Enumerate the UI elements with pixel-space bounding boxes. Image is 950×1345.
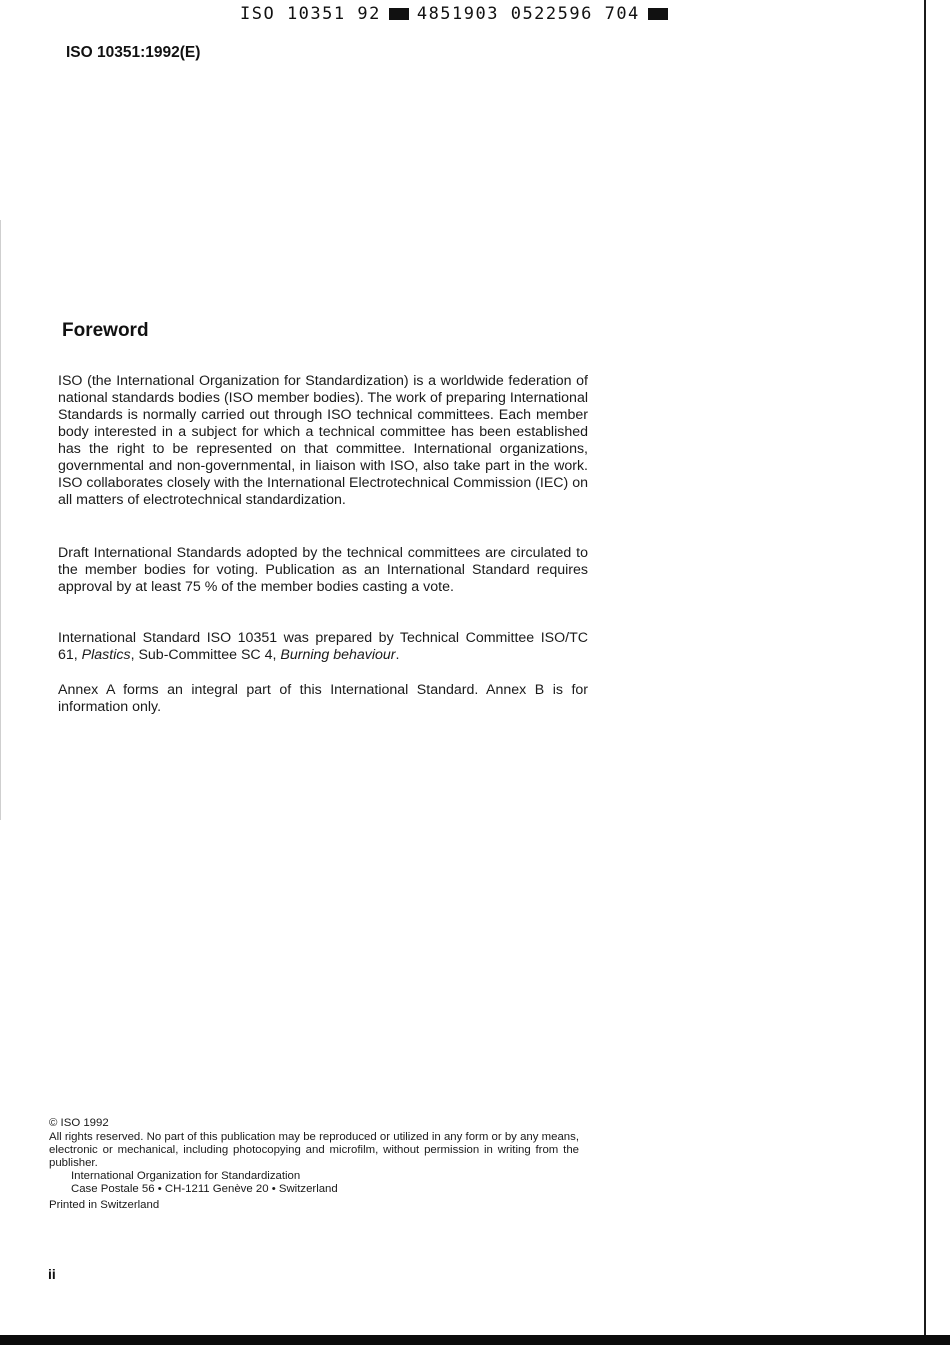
- committee-name-plastics: Plastics: [81, 647, 131, 663]
- publisher-address: Case Postale 56 • CH-1211 Genève 20 • Switzerland: [71, 1183, 338, 1195]
- foreword-heading: Foreword: [62, 320, 149, 341]
- printed-location: Printed in Switzerland: [49, 1199, 160, 1211]
- scan-edge-right: [924, 0, 950, 1345]
- scan-header-block-mark-end: [648, 8, 668, 20]
- scan-edge-bottom: [0, 1335, 950, 1345]
- foreword-paragraph-3: [58, 630, 588, 664]
- foreword-paragraph-4: Annex A forms an integral part of this International Standard. Annex B is for information only.: [58, 682, 588, 715]
- paragraph-3-text-a: International Standard ISO 10351 was prepared by Technical Committee ISO/TC 61,: [58, 630, 588, 663]
- copyright-rights: All rights reserved. No part of this publication may be reproduced or utilized in any form or by any means, electronic or mechanical, including photocopying and microfilm, without permission in writing from the publisher.: [49, 1131, 579, 1169]
- copyright-block: [49, 1117, 579, 1212]
- copyright-notice: © ISO 1992: [49, 1117, 109, 1129]
- paragraph-3-text-end: .: [395, 647, 400, 663]
- foreword-paragraph-1: ISO (the International Organization for Standardization) is a worldwide federation of national standards bodies (ISO member bodies). The work of preparing International Standards is normally carried out through ISO technical committees. Each member body interested in a subject for which a technical committee has been established has the right to be represented on that committee. International organizations, governmental and non-governmental, in liaison with ISO, also take part in the work. ISO collaborates closely with the International Electrotechnical Commission (IEC) on all matters of electrotechnical standardization.: [58, 373, 588, 508]
- scan-header-serial: 4851903 0522596 704: [416, 4, 640, 24]
- scan-header-block-mark: [389, 8, 409, 20]
- page-number: ii: [48, 1266, 56, 1282]
- scan-header-code: ISO 10351 92: [240, 4, 381, 24]
- publisher-organization: International Organization for Standardization: [71, 1170, 301, 1182]
- scan-edge-left: [0, 220, 1, 820]
- subcommittee-name-burning: Burning behaviour: [280, 647, 396, 663]
- foreword-paragraph-2: Draft International Standards adopted by the technical committees are circulated to the member bodies for voting. Publication as an International Standard requires approval by at least 75 % of the member bodies casting a vote.: [58, 545, 588, 595]
- document-id: ISO 10351:1992(E): [66, 44, 201, 61]
- paragraph-3-text-b: , Sub-Committee SC 4,: [130, 647, 281, 663]
- scan-header: [240, 4, 676, 24]
